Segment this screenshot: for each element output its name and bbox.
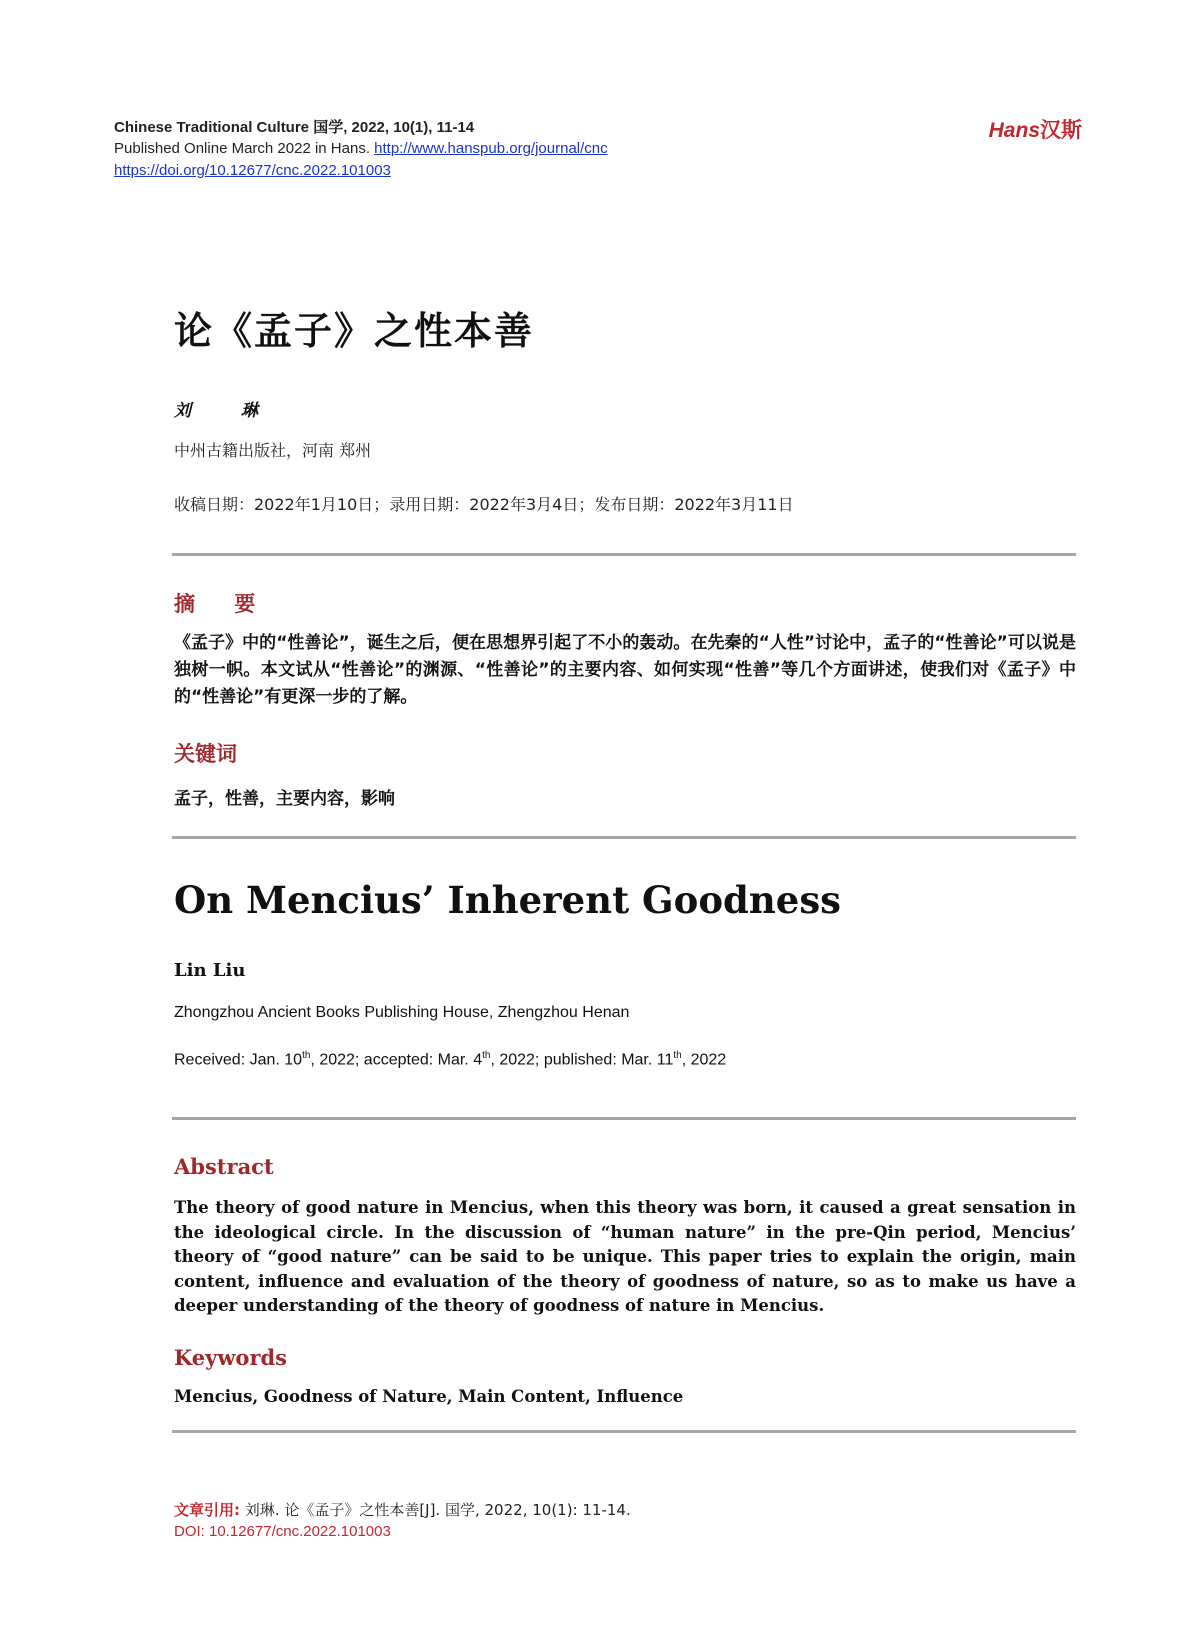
en-title: On Mencius’ Inherent Goodness — [174, 878, 841, 922]
en-author: Lin Liu — [174, 960, 246, 981]
en-keywords-heading: Keywords — [174, 1345, 288, 1370]
en-accepted-sup: th — [482, 1050, 491, 1061]
citation — [174, 1499, 631, 1520]
en-abstract-heading: Abstract — [174, 1154, 274, 1179]
doi-url-link[interactable]: https://doi.org/10.12677/cnc.2022.101003 — [114, 162, 391, 179]
divider-rule — [172, 553, 1076, 556]
citation-text: 刘琳. 论《孟子》之性本善[J]. 国学, 2022, 10(1): 11-14. — [244, 1501, 631, 1519]
en-abstract: The theory of good nature in Mencius, when this theory was born, it caused a great sensation in the ideological circle. In the discussion of “human nature” in the pre-Qin period, Mencius’ theory of “good nature” can be said to be unique. This paper tries to explain the origin, main content, influence and evaluation of the theory of goodness of nature, so as to make us have a deeper understanding of the theory of goodness of nature in Mencius. — [174, 1198, 1076, 1315]
en-dates — [174, 1050, 726, 1069]
cn-author: 刘 琳 — [174, 401, 280, 421]
en-keywords: Mencius, Goodness of Nature, Main Content, Influence — [174, 1387, 684, 1406]
en-received: Received: Jan. 10 — [174, 1051, 303, 1069]
en-year: , 2022 — [681, 1051, 727, 1069]
citation-doi: DOI: 10.12677/cnc.2022.101003 — [174, 1523, 391, 1540]
logo-latin: Hans — [988, 119, 1040, 142]
cn-keywords-heading: 关键词 — [174, 742, 237, 766]
en-affiliation: Zhongzhou Ancient Books Publishing House, Zhengzhou Henan — [174, 1004, 630, 1021]
published-prefix: Published Online March 2022 in Hans. — [114, 140, 370, 157]
hans-logo — [989, 114, 1082, 144]
published-line — [114, 140, 608, 157]
cn-abstract-heading: 摘 要 — [174, 592, 272, 616]
divider-rule — [172, 1117, 1076, 1120]
en-accepted: , 2022; accepted: Mar. 4 — [310, 1051, 483, 1069]
journal-line: Chinese Traditional Culture 国学, 2022, 10(1), 11-14 — [114, 119, 475, 136]
cn-abstract: 《孟子》中的“性善论”，诞生之后，便在思想界引起了不小的轰动。在先秦的“人性”讨论中，孟子的“性善论”可以说是独树一帜。本文试从“性善论”的渊源、“性善论”的主要内容、如何实现“性善”等几个方面讲述，使我们对《孟子》中的“性善论”有更深一步的了解。 — [174, 633, 1076, 707]
cn-dates: 收稿日期：2022年1月10日；录用日期：2022年3月4日；发布日期：2022年3月11日 — [174, 495, 794, 514]
en-received-sup: th — [302, 1050, 311, 1061]
journal-url-link[interactable]: http://www.hanspub.org/journal/cnc — [374, 140, 608, 157]
doi-line — [114, 162, 391, 179]
cn-keywords: 孟子，性善，主要内容，影响 — [174, 789, 395, 809]
logo-cn: 汉斯 — [1040, 119, 1082, 142]
en-published-sup: th — [673, 1050, 682, 1061]
citation-label: 文章引用: — [174, 1501, 240, 1519]
en-published: , 2022; published: Mar. 11 — [490, 1051, 674, 1069]
divider-rule — [172, 1430, 1076, 1433]
divider-rule — [172, 836, 1076, 839]
cn-affiliation: 中州古籍出版社，河南 郑州 — [174, 441, 372, 460]
cn-title: 论《孟子》之性本善 — [174, 309, 535, 353]
